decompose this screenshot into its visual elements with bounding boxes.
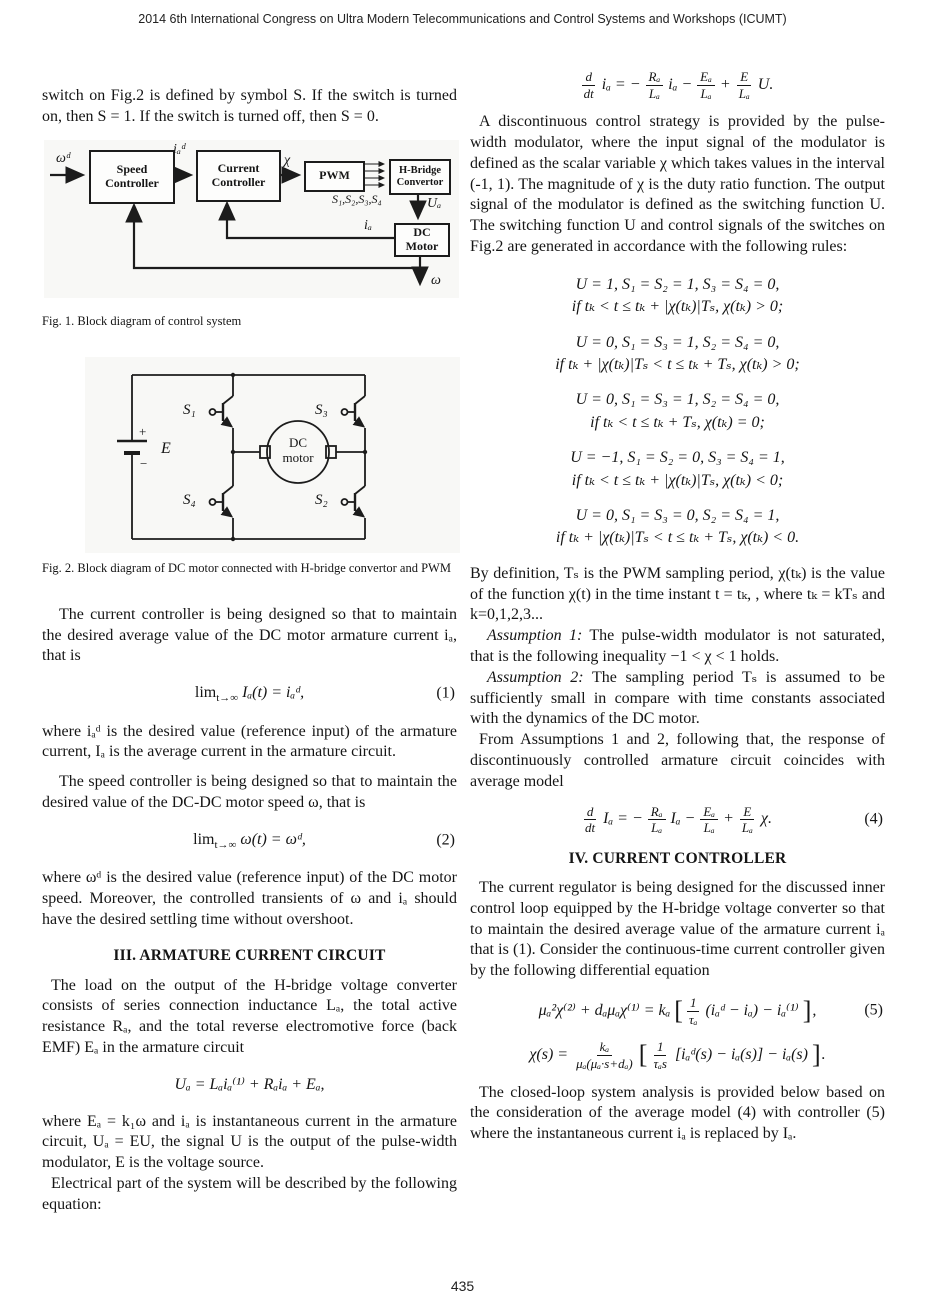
block-h-bridge-convertor: H-Bridge Convertor — [389, 159, 451, 195]
equation-4-number: (4) — [864, 810, 883, 828]
frac-num: 1 — [687, 996, 700, 1012]
label-voltage-source: E — [161, 440, 171, 458]
eq-text: iₐ − — [668, 75, 693, 93]
eq-text: [iₐᵈ(s) − iₐ(s)] − iₐ(s) — [674, 1045, 808, 1063]
frac-num: 1 — [654, 1040, 667, 1056]
paragraph-assumption-1 — [470, 626, 885, 668]
block-current-controller: Current Controller — [196, 150, 281, 202]
figure-1-caption: Fig. 1. Block diagram of control system — [42, 313, 242, 328]
right-bracket: ] — [811, 1040, 821, 1070]
equation-5-number: (5) — [864, 1001, 883, 1019]
equation-1-body: Iₐ(t) = iₐᵈ, — [242, 684, 305, 702]
paragraph-where-eq1: where iₐᵈ is the desired value (reference input) of the armature current, Iₐ is the average current in the armature circuit. — [42, 722, 457, 761]
label-switch-s3: S₃ — [315, 402, 328, 419]
label-omega-desired: ωᵈ — [56, 150, 71, 166]
eq-text: χ. — [760, 810, 772, 828]
assumption-1-lead: Assumption 1: — [487, 627, 583, 645]
equation-4 — [470, 805, 885, 835]
switching-rule-3 — [470, 389, 885, 434]
frac-num: E — [740, 805, 754, 821]
eq-text: iₐ = − — [601, 75, 641, 93]
frac-num: Eₐ — [697, 70, 715, 86]
paragraph-closed-loop: The closed-loop system analysis is provided below based on the consideration of the average model (4) with controller (5) where the instantaneous current iₐ is replaced by Iₐ. — [470, 1083, 885, 1143]
figure-2-hbridge-diagram — [85, 357, 460, 553]
frac-num: kₐ — [597, 1040, 613, 1056]
block-dc-motor: DC Motor — [394, 223, 450, 257]
label-chi-signal: χ — [284, 152, 291, 168]
lim-subscript: t→∞ — [214, 838, 237, 851]
equation-1-number: (1) — [436, 684, 455, 702]
switching-rule-4 — [470, 447, 885, 492]
equation-1 — [42, 683, 457, 705]
frac-den: Lₐ — [738, 85, 750, 101]
block-pwm: PWM — [304, 161, 365, 192]
paragraph-speed-controller: The speed controller is being designed so that to maintain the desired value of the DC-DC motor speed ω, that is — [42, 773, 457, 811]
frac-den: τₐs — [653, 1055, 667, 1071]
frac-den: Lₐ — [703, 820, 715, 836]
frac-num: d — [582, 70, 595, 86]
frac-num: Rₐ — [646, 70, 664, 86]
frac-num: Eₐ — [700, 805, 718, 821]
paragraph-current-controller: The current controller is being designed so that to maintain the desired average value of the DC motor armature current iₐ, that is — [42, 605, 457, 665]
paragraph-assumption-2 — [470, 668, 885, 730]
rule-line-1: U = 1, S₁ = S₂ = 1, S₃ = S₄ = 0, — [575, 275, 780, 293]
frac-num: E — [737, 70, 751, 86]
eq-text: χ(s) = — [529, 1045, 569, 1063]
eq-text: Iₐ − — [670, 810, 696, 828]
frac-den: Lₐ — [648, 85, 660, 101]
equation-armature-instantaneous — [470, 70, 885, 100]
lim-operator: lim — [194, 684, 217, 702]
rule-line-2: if tₖ < t ≤ tₖ + |χ(tₖ)|Tₛ, χ(tₖ) < 0; — [571, 471, 784, 489]
frac-den: Lₐ — [741, 820, 753, 836]
battery-plus-sign: + — [139, 424, 147, 440]
equation-2 — [42, 830, 457, 852]
right-column — [470, 70, 885, 1145]
eq-text: U. — [757, 75, 774, 93]
paragraph-by-definition: By definition, Tₛ is the PWM sampling period, χ(tₖ) is the value of the function χ(t) in the time instant t = tₖ, , where tₖ = kTₛ and k=0,1,2,3... — [470, 564, 885, 624]
label-switch-s2: S₂ — [315, 492, 328, 509]
rule-line-2: if tₖ < t ≤ tₖ + |χ(tₖ)|Tₛ, χ(tₖ) > 0; — [571, 298, 784, 316]
paragraph-electrical-part: Electrical part of the system will be described by the following equation: — [42, 1174, 457, 1213]
left-bracket: [ — [674, 996, 683, 1026]
assumption-2-lead: Assumption 2: — [487, 668, 584, 686]
frac-num: Rₐ — [648, 805, 666, 821]
equation-2-number: (2) — [436, 831, 455, 849]
rule-line-1: U = 0, S₁ = S₃ = 1, S₂ = S₄ = 0, — [575, 333, 780, 351]
equation-5 — [470, 996, 885, 1026]
eq-text: μₐ²χ⁽²⁾ + dₐμₐχ⁽¹⁾ = kₐ — [538, 1001, 671, 1019]
label-armature-voltage: Uₐ — [427, 195, 442, 211]
frac-den: Lₐ — [651, 820, 663, 836]
switching-rule-2 — [470, 332, 885, 377]
block-speed-controller: Speed Controller — [89, 150, 175, 204]
dc-motor-label — [268, 436, 328, 466]
frac-den: dt — [585, 820, 596, 836]
left-column — [42, 86, 457, 1216]
paragraph-where-ua: where Eₐ = k₁ω and iₐ is instantaneous current in the armature circuit, Uₐ = EU, the signal U is the output of the pulse-width modulator, E is the voltage source. — [42, 1112, 457, 1172]
dc-motor-label-line1: DC — [288, 435, 308, 451]
frac-den: Lₐ — [700, 85, 712, 101]
eq-text: (iₐᵈ − iₐ) − iₐ⁽¹⁾ — [705, 1001, 799, 1019]
switching-rule-1 — [470, 274, 885, 319]
equation-2-body: ω(t) = ωᵈ, — [240, 830, 306, 848]
lim-subscript: t→∞ — [216, 692, 239, 705]
label-omega-output: ω — [431, 272, 441, 288]
label-switch-signals: S₁,S₂,S₃,S₄ — [332, 191, 382, 206]
section-heading-current-controller: IV. CURRENT CONTROLLER — [568, 849, 787, 867]
label-armature-current: iₐ — [364, 217, 372, 233]
paragraph-switch-definition: switch on Fig.2 is defined by symbol S. If the switch is turned on, then S = 1. If the switch is turned off, then S = 0. — [42, 87, 457, 125]
rule-line-1: U = 0, S₁ = S₃ = 0, S₂ = S₄ = 1, — [575, 506, 780, 524]
right-bracket: ] — [802, 996, 812, 1026]
equation-chi-s — [470, 1040, 885, 1070]
figure-1-control-system-diagram — [44, 140, 459, 298]
paragraph-load: The load on the output of the H-bridge voltage converter consists of series connection inductance Lₐ, the total active resistance Rₐ, and the total reverse electromotive force (back EMF) Eₐ in the armature circuit — [42, 976, 457, 1056]
conference-header: 2014 6th International Congress on Ultra Modern Telecommunications and Control Systems and Workshops (ICUMT) — [138, 12, 787, 26]
eq-text: Iₐ = − — [603, 810, 643, 828]
eq-text: + — [719, 75, 731, 93]
dc-motor-label-line2: motor — [282, 450, 314, 466]
paragraph-where-eq2: where ωᵈ is the desired value (reference input) of the DC motor speed. Moreover, the controlled transients of ω and iₐ should have the desired settling time without overshoot. — [42, 869, 457, 928]
rule-line-2: if tₖ + |χ(tₖ)|Tₛ < t ≤ tₖ + Tₛ, χ(tₖ) > 0; — [555, 356, 800, 374]
assumption-1-text: The pulse-width modulator is not saturated, that is the following inequality −1 < χ < 1 holds. — [470, 627, 886, 665]
eq-text: , — [812, 1001, 817, 1019]
label-switch-s1: S₁ — [183, 402, 196, 419]
battery-minus-sign: − — [140, 456, 148, 472]
switching-rule-5 — [470, 505, 885, 550]
paragraph-discontinuous-control: A discontinuous control strategy is provided by the pulse-width modulator, where the input signal of the modulator is defined as the scalar variable χ which takes values in the interval (-1, 1). The magnitude of χ is the duty ratio function. The output signal of the modulator is defined as the switching function U. The switching function U and control signals of the switches on Fig.2 are generated in accordance with the following rules: — [470, 113, 885, 256]
rule-line-1: U = 0, S₁ = S₃ = 1, S₂ = S₄ = 0, — [575, 391, 780, 409]
paragraph-current-regulator: The current regulator is being designed for the discussed inner control loop equipped by the H-bridge voltage converter so that to maintain the desired average value of the armature current iₐ that is (1). Consider the continuous-time current controller given by the following differential equation — [470, 878, 885, 980]
eq-text: . — [821, 1045, 826, 1063]
rule-line-1: U = −1, S₁ = S₂ = 0, S₃ = S₄ = 1, — [570, 449, 785, 467]
section-heading-armature-current-circuit: III. ARMATURE CURRENT CIRCUIT — [113, 947, 386, 965]
paragraph-from-assumptions: From Assumptions 1 and 2, following that, the response of discontinuously controlled armature circuit coincides with average model — [470, 731, 885, 790]
rule-line-2: if tₖ + |χ(tₖ)|Tₛ < t ≤ tₖ + Tₛ, χ(tₖ) < 0. — [555, 529, 800, 547]
equation-armature-voltage-body: Uₐ = Lₐiₐ⁽¹⁾ + Rₐiₐ + Eₐ, — [174, 1075, 325, 1093]
page-number: 435 — [450, 1278, 475, 1294]
figure-2-caption: Fig. 2. Block diagram of DC motor connected with H-bridge convertor and PWM — [42, 561, 451, 576]
equation-armature-voltage — [42, 1075, 457, 1096]
left-bracket: [ — [638, 1040, 648, 1070]
assumption-2-text: The sampling period Tₛ is assumed to be sufficiently small in compare with time constants associated with the dynamics of the DC motor. — [470, 668, 886, 728]
frac-den: dt — [583, 85, 594, 101]
frac-num: d — [584, 805, 597, 821]
frac-den: μₐ(μₐ·s+dₐ) — [576, 1055, 633, 1071]
rule-line-2: if tₖ < t ≤ tₖ + Tₛ, χ(tₖ) = 0; — [590, 413, 765, 431]
eq-text: + — [723, 810, 734, 828]
label-switch-s4: S₄ — [183, 492, 196, 509]
label-armature-current-desired: iₐᵈ — [173, 141, 186, 157]
lim-operator: lim — [193, 830, 215, 848]
frac-den: τₐ — [688, 1011, 698, 1027]
